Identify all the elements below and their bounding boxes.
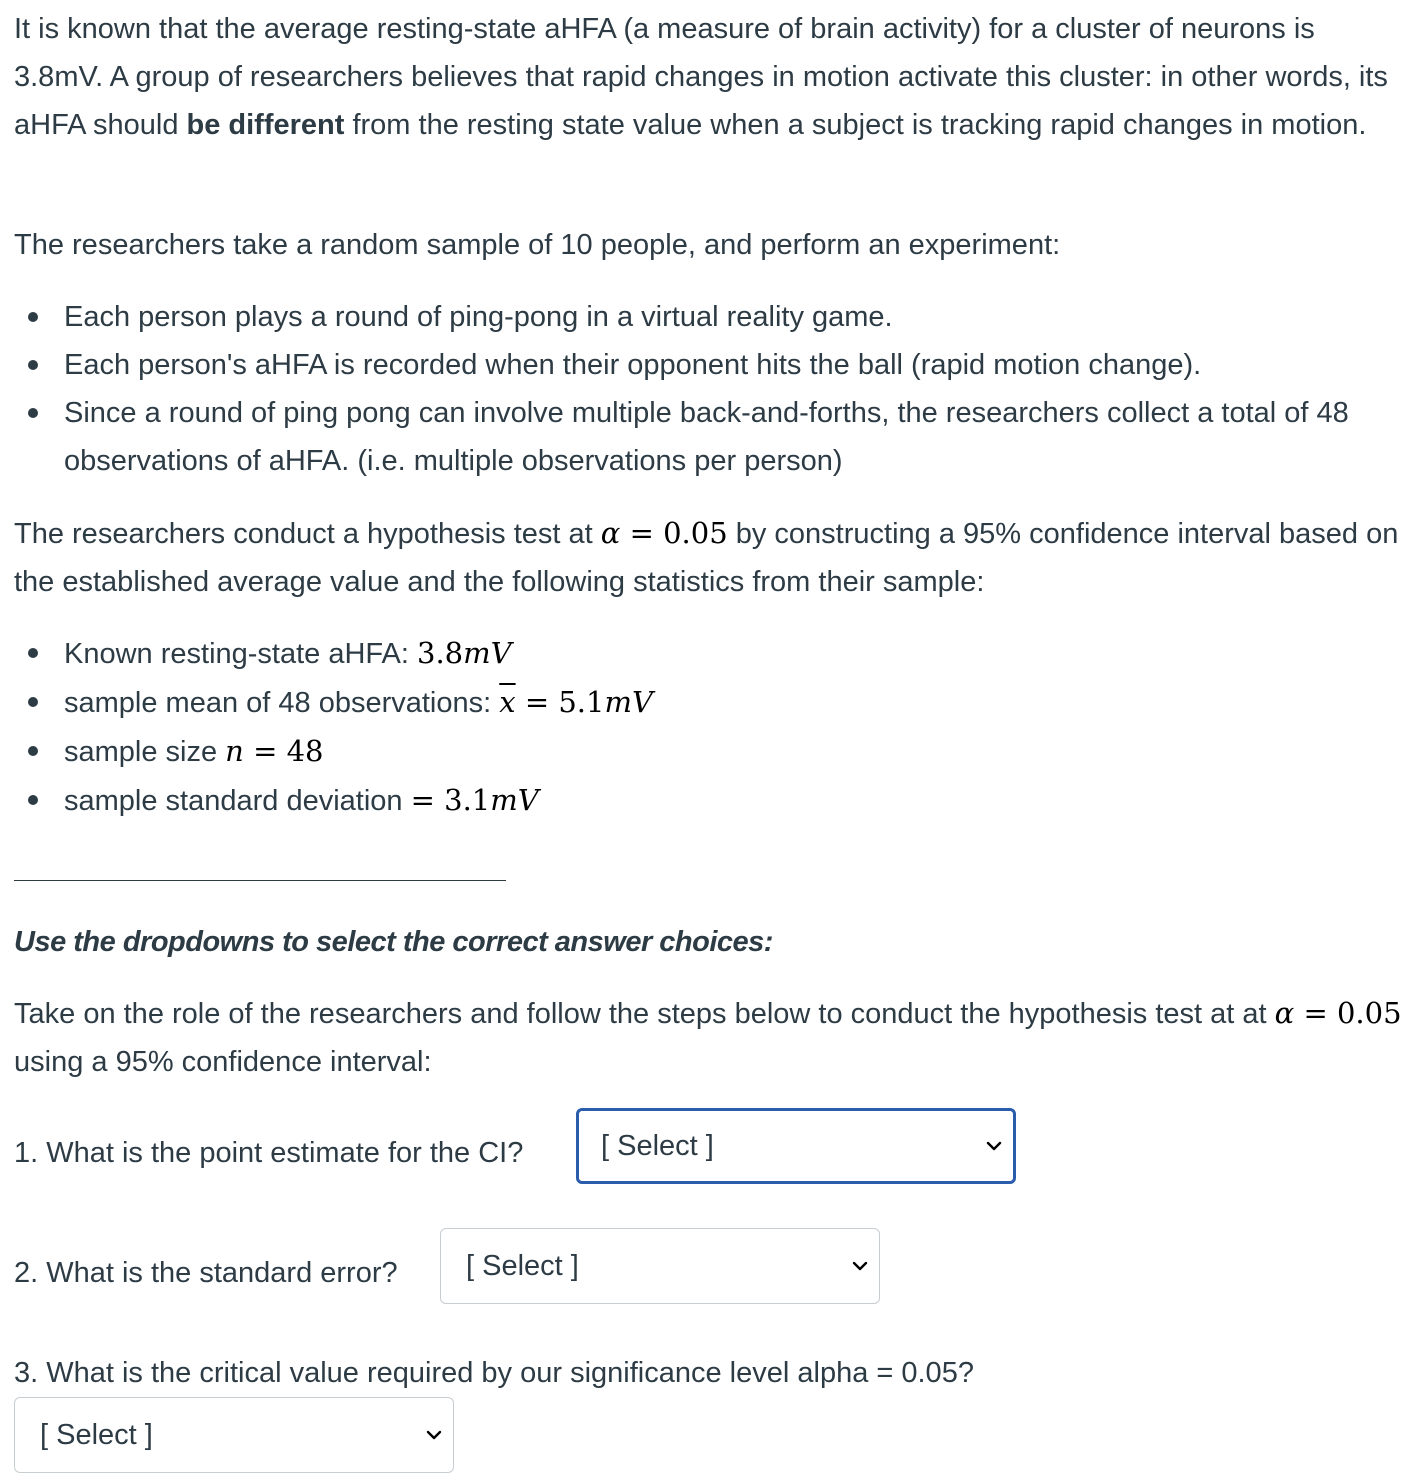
stat-label: Known resting-state aHFA: (64, 638, 417, 670)
critical-value-select[interactable] (14, 1397, 454, 1473)
statistics-list (14, 629, 1412, 825)
instructions-heading: Use the dropdowns to select the correct answer choices: (14, 926, 773, 958)
list-item (14, 678, 1412, 727)
alpha-expression (601, 516, 728, 550)
standard-error-select[interactable] (440, 1228, 880, 1304)
intro-text-start: It is known that the average resting-state aHFA (a measure of brain activity) for a cluster of neurons is 3.8mV. A group of researchers believes that rapid changes in motion activate this cluster: in other words, its aHFA should (14, 13, 1388, 141)
experiment-steps-list (14, 293, 1412, 485)
alpha-value: 0.05 (663, 516, 728, 550)
test-paragraph (14, 509, 1406, 606)
stat-value: n = 48 (225, 734, 324, 768)
list-item: Each person plays a round of ping-pong in a virtual reality game. (14, 293, 1412, 341)
select-value: [ Select ] (466, 1249, 579, 1282)
list-item: Each person's aHFA is recorded when their opponent hits the ball (rapid motion change). (14, 341, 1412, 389)
stat-label: sample size (64, 736, 226, 768)
alpha-symbol: α (600, 516, 621, 550)
list-item (14, 776, 1412, 825)
list-item (14, 629, 1412, 678)
point-estimate-select[interactable] (576, 1108, 1016, 1184)
stat-label: sample standard deviation (64, 785, 411, 817)
equals-sign: = (1303, 996, 1328, 1030)
divider (14, 880, 506, 881)
chevron-down-icon (851, 1257, 869, 1275)
select-value: [ Select ] (601, 1129, 714, 1162)
stat-value: 3.8mV (417, 636, 512, 670)
chevron-down-icon (985, 1137, 1003, 1155)
intro-paragraph (14, 5, 1406, 149)
stat-value: $\overline{x} = 5.1mV$ (499, 685, 653, 719)
question-2-label: 2. What is the standard error? (14, 1257, 398, 1289)
sample-paragraph: The researchers take a random sample of 10 people, and perform an experiment: (14, 229, 1061, 261)
stat-value: = 3.1mV (410, 783, 539, 817)
alpha-symbol: α (1274, 996, 1295, 1030)
stat-label: sample mean of 48 observations: (64, 687, 500, 719)
intro-bold-phrase: be different (186, 109, 345, 141)
alpha-expression (1275, 996, 1402, 1030)
equals-sign: = (629, 516, 654, 550)
role-paragraph (14, 989, 1406, 1086)
list-item (14, 727, 1412, 776)
test-text-end: by constructing a 95% confidence interval based on the established average value and the following statistics from their sample: (14, 518, 1399, 598)
select-value: [ Select ] (40, 1418, 153, 1451)
role-text-start: Take on the role of the researchers and follow the steps below to conduct the hypothesis test at at (14, 998, 1275, 1030)
question-3-label: 3. What is the critical value required by our significance level alpha = 0.05? (14, 1357, 974, 1389)
question-1-label: 1. What is the point estimate for the CI? (14, 1137, 524, 1169)
alpha-value: 0.05 (1336, 996, 1402, 1030)
list-item: Since a round of ping pong can involve multiple back-and-forths, the researchers collect a total of 48 observations of aHFA. (i.e. multiple observations per person) (14, 389, 1412, 485)
role-text-end: using a 95% confidence interval: (14, 1046, 432, 1078)
test-text-start: The researchers conduct a hypothesis test at (14, 518, 601, 550)
chevron-down-icon (425, 1426, 443, 1444)
intro-text-end: from the resting state value when a subject is tracking rapid changes in motion. (344, 109, 1367, 141)
